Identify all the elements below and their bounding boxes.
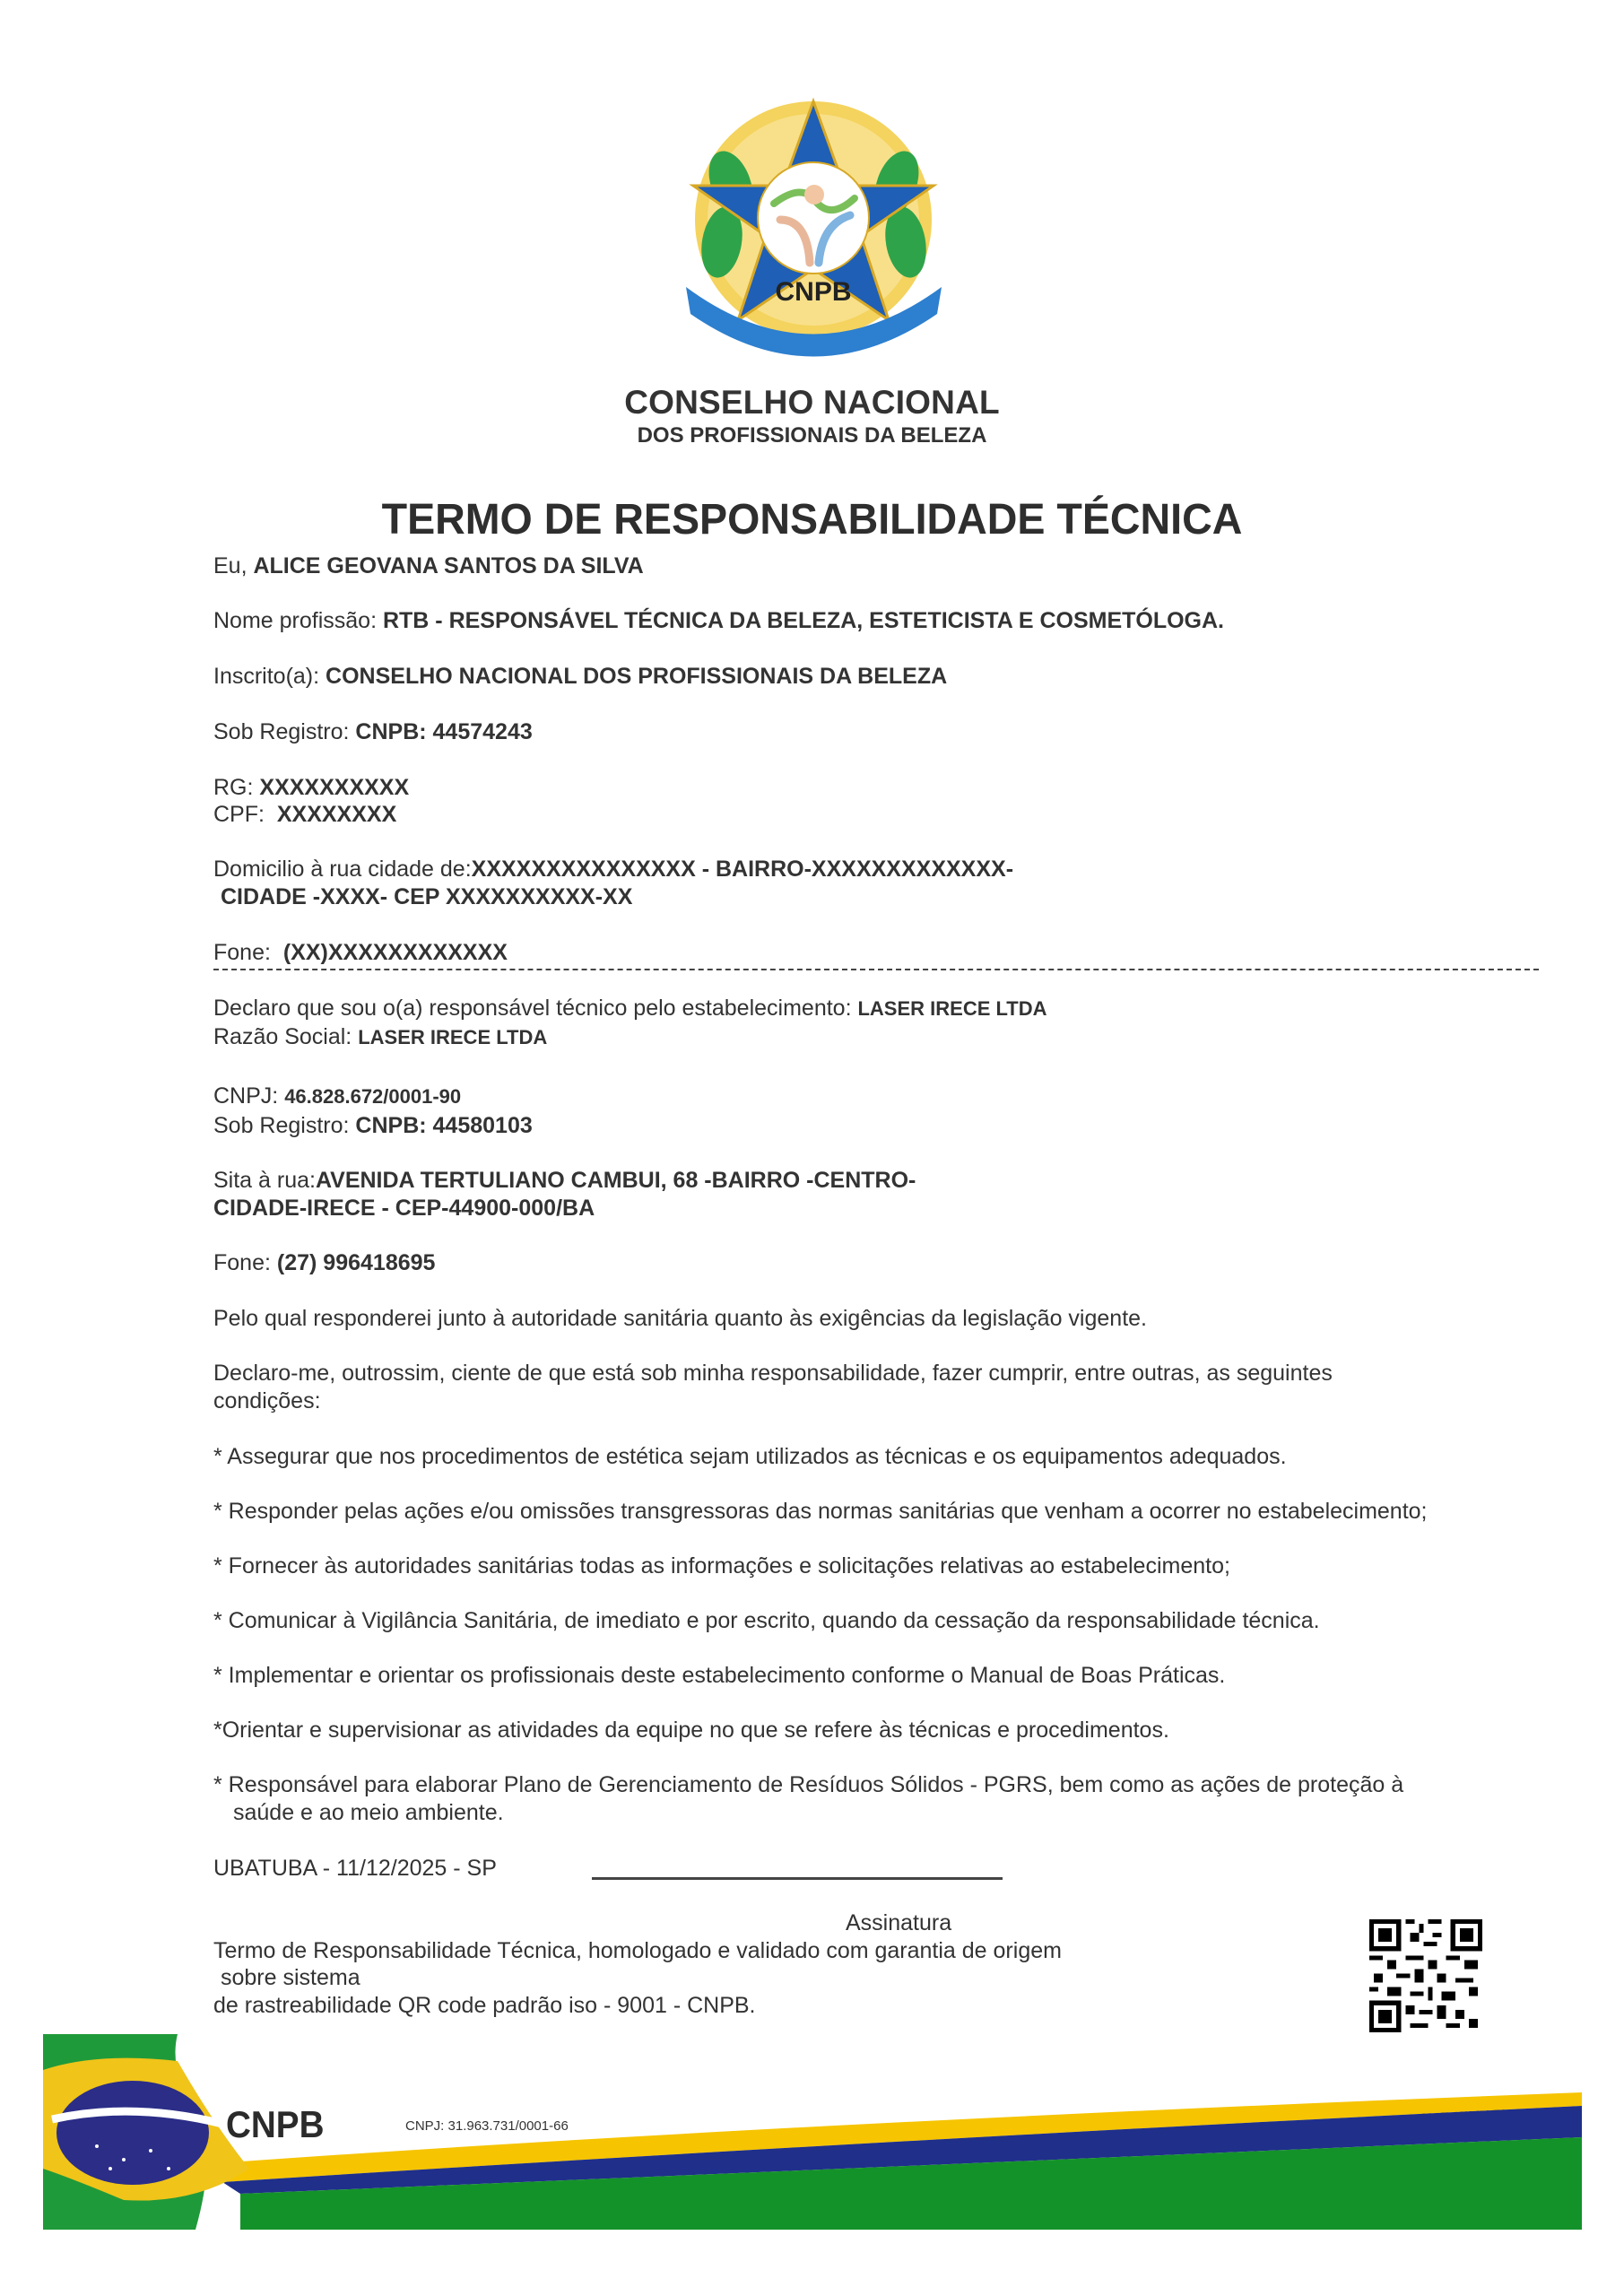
phone-value: (XX)XXXXXXXXXXXX bbox=[282, 940, 508, 965]
professional-address-line bbox=[213, 857, 1013, 883]
cpf-line bbox=[213, 802, 396, 828]
company-name-value: LASER IRECE LTDA bbox=[358, 1026, 548, 1048]
name-value: ALICE GEOVANA SANTOS DA SILVA bbox=[253, 553, 644, 578]
profession-line bbox=[213, 608, 1224, 634]
enrolled-line bbox=[213, 664, 947, 690]
paragraph-declaration-line2: condições: bbox=[213, 1388, 321, 1413]
validation-text-line3: de rastreabilidade QR code padrão iso - 9001 - CNPB. bbox=[213, 1993, 756, 2018]
condition-item: * Responsável para elaborar Plano de Gerenciamento de Resíduos Sólidos - PGRS, bem como as ações de proteção à bbox=[213, 1772, 1404, 1797]
footer-cnpj: CNPJ: 31.963.731/0001-66 bbox=[405, 2118, 569, 2134]
declaration-label: Declaro que sou o(a) responsável técnico pelo estabelecimento: bbox=[213, 996, 852, 1021]
company-name-line bbox=[213, 1024, 547, 1050]
signature-line bbox=[592, 1877, 1003, 1880]
professional-address-line-2 bbox=[221, 884, 632, 910]
establishment-phone-label: Fone: bbox=[213, 1250, 271, 1275]
condition-item: * Implementar e orientar os profissionais deste estabelecimento conforme o Manual de Boas Práticas. bbox=[213, 1663, 1226, 1688]
rg-line bbox=[213, 775, 409, 801]
organization-subtitle: DOS PROFISSIONAIS DA BELEZA bbox=[637, 423, 987, 448]
establishment-address-value-line1: AVENIDA TERTULIANO CAMBUI, 68 -BAIRRO -CENTRO- bbox=[315, 1168, 916, 1193]
signature-label: Assinatura bbox=[846, 1910, 952, 1935]
declaration-line bbox=[213, 996, 1047, 1022]
declaration-value: LASER IRECE LTDA bbox=[857, 997, 1047, 1020]
rg-value: XXXXXXXXXX bbox=[259, 775, 410, 800]
condition-item: * Fornecer às autoridades sanitárias todas as informações e solicitações relativas ao estabelecimento; bbox=[213, 1553, 1230, 1578]
address-value-line2: CIDADE -XXXX- CEP XXXXXXXXXX-XX bbox=[221, 884, 633, 909]
cnpj-label: CNPJ: bbox=[213, 1083, 279, 1109]
establishment-address-line bbox=[213, 1168, 916, 1194]
profession-value: RTB - RESPONSÁVEL TÉCNICA DA BELEZA, ESTETICISTA E COSMETÓLOGA. bbox=[382, 608, 1224, 633]
cnpj-line bbox=[213, 1083, 461, 1109]
organization-name: CONSELHO NACIONAL bbox=[624, 384, 1000, 421]
condition-item: *Orientar e supervisionar as atividades da equipe no que se refere às técnicas e procedimentos. bbox=[213, 1718, 1169, 1743]
company-name-label: Razão Social: bbox=[213, 1024, 352, 1049]
establishment-registry-value: CNPB: 44580103 bbox=[355, 1113, 533, 1138]
rg-label: RG: bbox=[213, 775, 254, 800]
professional-registry-line bbox=[213, 719, 533, 745]
professional-phone-line bbox=[213, 940, 508, 966]
validation-text-line2: sobre sistema bbox=[221, 1965, 360, 1990]
profession-label: Nome profissão: bbox=[213, 608, 378, 633]
emblem-cnpb-text: CNPB bbox=[775, 277, 852, 307]
cpf-value: XXXXXXXX bbox=[276, 802, 397, 827]
document-title: TERMO DE RESPONSABILIDADE TÉCNICA bbox=[381, 496, 1243, 544]
cpf-label: CPF: bbox=[213, 802, 265, 827]
establishment-phone-line bbox=[213, 1250, 435, 1276]
name-label: Eu, bbox=[213, 553, 248, 578]
condition-item: * Comunicar à Vigilância Sanitária, de imediato e por escrito, quando da cessação da responsabilidade técnica. bbox=[213, 1608, 1320, 1633]
phone-label: Fone: bbox=[213, 940, 271, 965]
registry-value: CNPB: 44574243 bbox=[355, 719, 533, 744]
enrolled-label: Inscrito(a): bbox=[213, 664, 320, 689]
cnpb-emblem-logo bbox=[668, 85, 960, 377]
professional-name-line bbox=[213, 553, 644, 579]
place-date: UBATUBA - 11/12/2025 - SP bbox=[213, 1856, 497, 1881]
footer-brand: CNPB bbox=[226, 2103, 325, 2145]
establishment-address-line-2 bbox=[213, 1196, 595, 1222]
condition-item: * Responder pelas ações e/ou omissões transgressoras das normas sanitárias que venham a ocorrer no estabelecimento; bbox=[213, 1499, 1428, 1524]
establishment-address-label: Sita à rua: bbox=[213, 1168, 316, 1193]
establishment-address-value-line2: CIDADE-IRECE - CEP-44900-000/BA bbox=[213, 1196, 595, 1221]
cnpj-value: 46.828.672/0001-90 bbox=[284, 1085, 462, 1108]
paragraph-declaration-line1: Declaro-me, outrossim, ciente de que está sob minha responsabilidade, fazer cumprir, entre outras, as seguintes bbox=[213, 1361, 1333, 1386]
paragraph-legal-compliance: Pelo qual responderei junto à autoridade sanitária quanto às exigências da legislação vigente. bbox=[213, 1306, 1147, 1331]
address-value-line1: XXXXXXXXXXXXXXX - BAIRRO-XXXXXXXXXXXXX- bbox=[471, 857, 1014, 882]
establishment-registry-line bbox=[213, 1113, 533, 1139]
qr-code[interactable] bbox=[1369, 1919, 1482, 2032]
condition-item-continuation: saúde e ao meio ambiente. bbox=[233, 1800, 504, 1825]
condition-item: * Assegurar que nos procedimentos de estética sejam utilizados as técnicas e os equipamentos adequados. bbox=[213, 1444, 1287, 1469]
enrolled-value: CONSELHO NACIONAL DOS PROFISSIONAIS DA BELEZA bbox=[326, 664, 948, 689]
brazil-flag-icon bbox=[43, 2034, 249, 2230]
validation-text-line1: Termo de Responsabilidade Técnica, homologado e validado com garantia de origem bbox=[213, 1938, 1062, 1963]
establishment-phone-value: (27) 996418695 bbox=[276, 1250, 436, 1275]
registry-label: Sob Registro: bbox=[213, 719, 350, 744]
establishment-registry-label: Sob Registro: bbox=[213, 1113, 350, 1138]
section-divider bbox=[213, 969, 1539, 970]
address-label: Domicilio à rua cidade de: bbox=[213, 857, 472, 882]
